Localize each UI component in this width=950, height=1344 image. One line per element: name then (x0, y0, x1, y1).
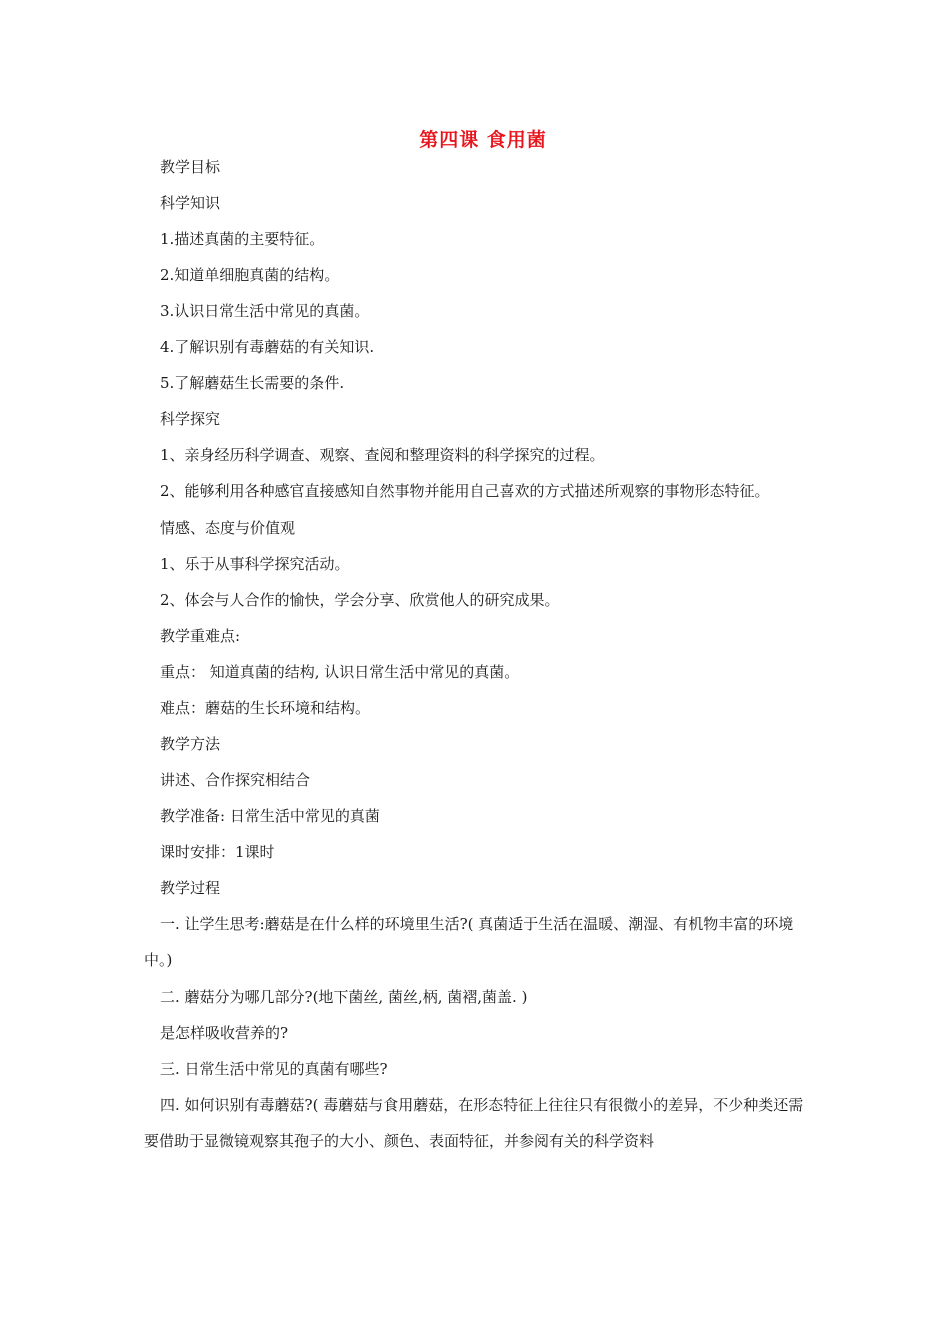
paragraph: 四. 如何识别有毒蘑菇?( 毒蘑菇与食用蘑菇，在形态特征上往往只有很微小的差异，不少种类还需要借助于显微镜观察其孢子的大小、颜色、表面特征，并参阅有关的科学资料 (144, 1095, 804, 1150)
section-heading-key-difficulties: 教学重难点: (160, 626, 241, 645)
subheading-science-knowledge: 科学知识 (160, 194, 221, 212)
section-heading-teaching-goals: 教学目标 (160, 158, 221, 176)
subheading-science-inquiry: 科学探究 (160, 410, 221, 428)
paragraph: 4.了解识别有毒蘑菇的有关知识. (160, 338, 375, 356)
paragraph: 三. 日常生活中常见的真菌有哪些? (160, 1059, 388, 1078)
paragraph: 二. 蘑菇分为哪几部分?(地下菌丝, 菌丝,柄, 菌褶,菌盖. ) (160, 987, 528, 1006)
section-heading-teaching-process: 教学过程 (160, 878, 221, 897)
paragraph: 是怎样吸收营养的? (160, 1023, 289, 1042)
paragraph: 2.知道单细胞真菌的结构。 (160, 266, 340, 284)
section-heading-teaching-method: 教学方法 (160, 734, 221, 753)
paragraph: 1、亲身经历科学调查、观察、查阅和整理资料的科学探究的过程。 (160, 446, 605, 464)
paragraph: 难点：蘑菇的生长环境和结构。 (160, 698, 371, 717)
document-title: 第四课 食用菌 (419, 129, 547, 151)
paragraph: 1、乐于从事科学探究活动。 (160, 554, 350, 573)
paragraph: 一. 让学生思考:蘑菇是在什么样的环境里生活?( 真菌适于生活在温暖、潮湿、有机物丰富的环境中。) (144, 914, 794, 969)
paragraph: 讲述、合作探究相结合 (160, 770, 311, 789)
paragraph: 教学准备: 日常生活中常见的真菌 (160, 806, 380, 825)
paragraph: 2、能够利用各种感官直接感知自然事物并能用自己喜欢的方式描述所观察的事物形态特征。 (160, 482, 770, 500)
subheading-emotion-attitude-values: 情感、态度与价值观 (160, 518, 296, 537)
document-body (144, 149, 808, 1160)
paragraph: 重点： 知道真菌的结构, 认识日常生活中常见的真菌。 (160, 662, 520, 681)
paragraph: 1.描述真菌的主要特征。 (160, 230, 325, 248)
paragraph: 5.了解蘑菇生长需要的条件. (160, 374, 345, 392)
paragraph: 2、体会与人合作的愉快，学会分享、欣赏他人的研究成果。 (160, 590, 560, 609)
paragraph: 3.认识日常生活中常见的真菌。 (160, 302, 370, 320)
paragraph: 课时安排：1课时 (160, 842, 275, 861)
